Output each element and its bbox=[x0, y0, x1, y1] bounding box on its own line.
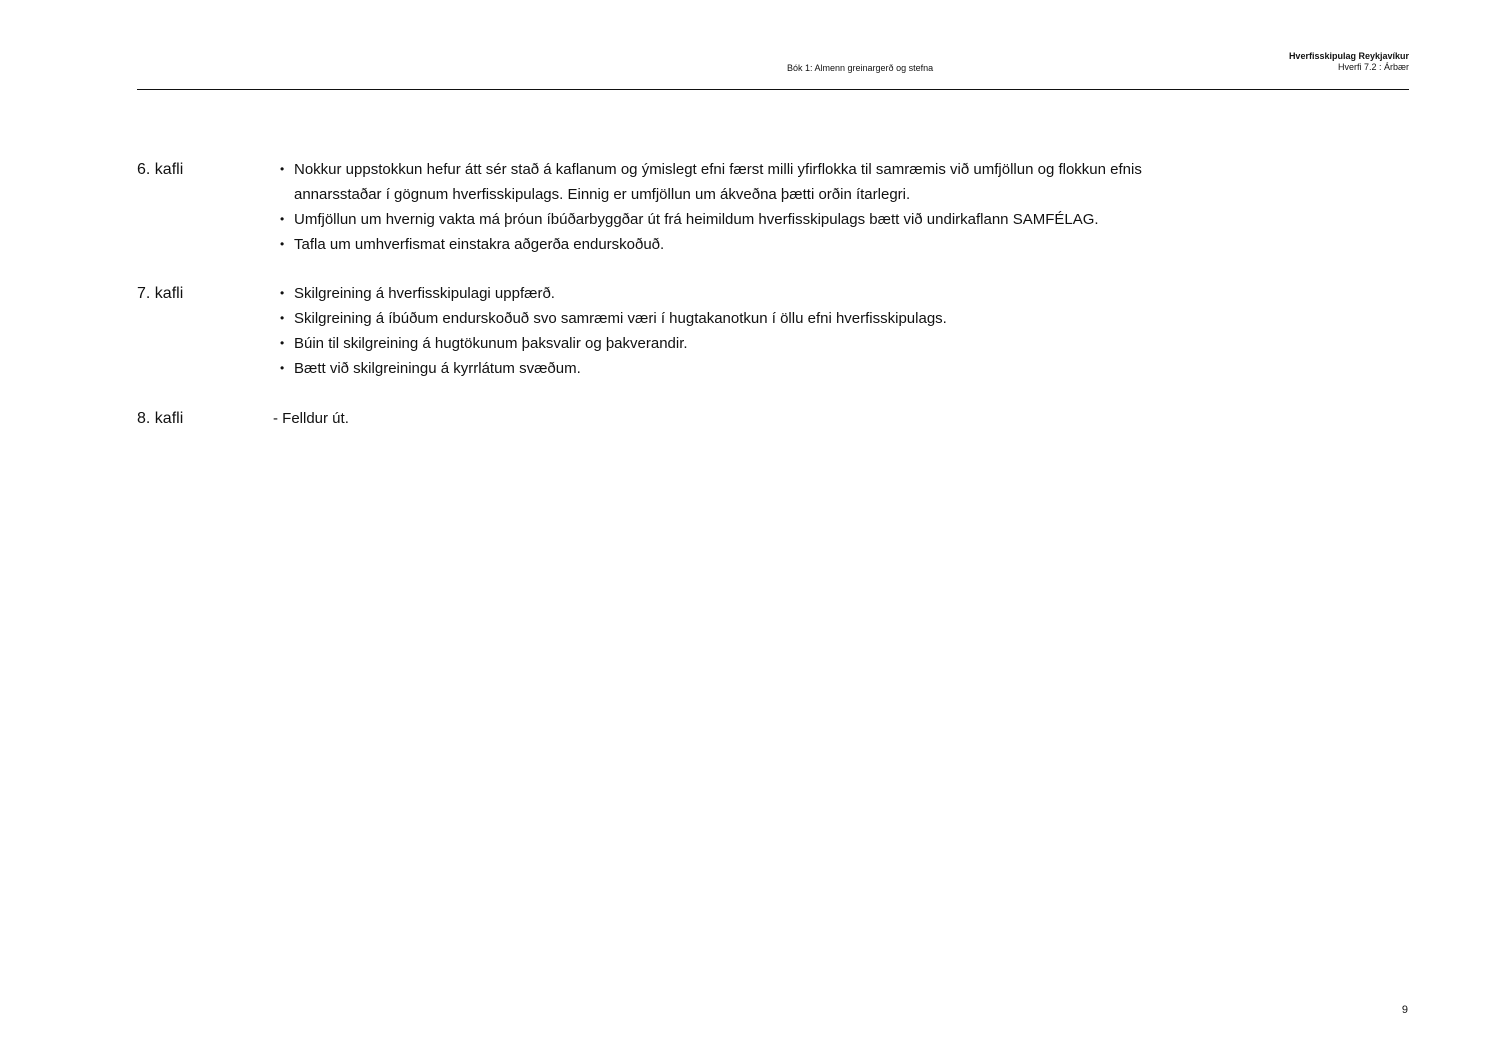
list-item bbox=[280, 356, 1254, 381]
list-item-text: Tafla um umhverfismat einstakra aðgerða endurskoðuð. bbox=[294, 236, 665, 253]
list-item-text: Skilgreining á hverfisskipulagi uppfærð. bbox=[294, 285, 555, 302]
list-item bbox=[280, 207, 1254, 232]
bullet-icon: • bbox=[280, 286, 285, 300]
header-divider bbox=[137, 89, 1409, 90]
list-item-text: Skilgreining á íbúðum endurskoðuð svo samræmi væri í hugtakanotkun í öllu efni hverfisskipulags. bbox=[294, 310, 947, 327]
header-district: Hverfi 7.2 : Árbær bbox=[1337, 62, 1409, 72]
list-item bbox=[280, 281, 1254, 306]
section-text: - Felldur út. bbox=[273, 410, 349, 427]
list-item-text: Umfjöllun um hvernig vakta má þróun íbúðarbyggðar út frá heimildum hverfisskipulags bætt við undirkaflann SAMFÉLAG. bbox=[294, 211, 1099, 228]
list-item-text: annarsstaðar í gögnum hverfisskipulags. Einnig er umfjöllun um ákveðna þætti orðin ítarlegri. bbox=[294, 186, 911, 203]
list-item bbox=[280, 157, 1254, 207]
list-item-text: Nokkur uppstokkun hefur átt sér stað á kaflanum og ýmislegt efni færst milli yfirflokka til samræmis við umfjöllun og flokkun efnis bbox=[294, 161, 1142, 178]
section-label: 7. kafli bbox=[137, 285, 184, 302]
list-item-text: Búin til skilgreining á hugtökunum þaksvalir og þakverandir. bbox=[294, 335, 688, 352]
bullet-list bbox=[280, 157, 1254, 257]
bullet-icon: • bbox=[280, 311, 285, 325]
list-item bbox=[280, 306, 1254, 331]
list-item bbox=[280, 232, 1254, 257]
section-label: 6. kafli bbox=[137, 161, 184, 178]
section-label: 8. kafli bbox=[137, 410, 184, 427]
bullet-icon: • bbox=[280, 361, 285, 375]
bullet-icon: • bbox=[280, 336, 285, 350]
page-number: 9 bbox=[1401, 1004, 1408, 1016]
list-item bbox=[280, 331, 1254, 356]
header-plan-info bbox=[1289, 51, 1409, 73]
bullet-icon: • bbox=[280, 237, 285, 251]
bullet-list bbox=[280, 281, 1254, 381]
bullet-icon: • bbox=[280, 162, 285, 176]
header-book-title: Bók 1: Almenn greinargerð og stefna bbox=[787, 63, 934, 73]
header-plan-title: Hverfisskipulag Reykjavíkur bbox=[1288, 51, 1409, 61]
bullet-icon: • bbox=[280, 212, 285, 226]
list-item-text: Bætt við skilgreiningu á kyrrlátum svæðum. bbox=[294, 360, 581, 377]
